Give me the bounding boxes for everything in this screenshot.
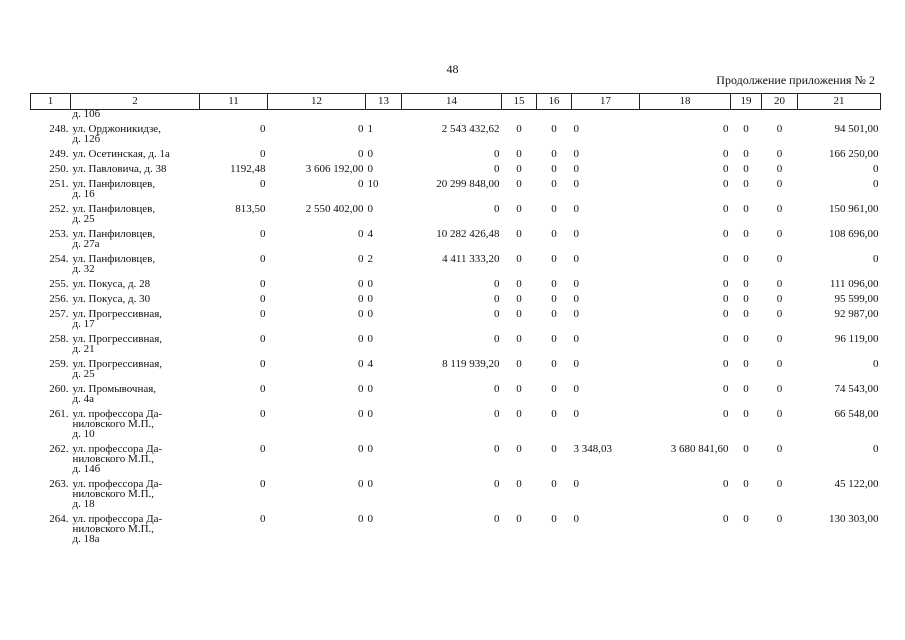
col-13-cell: 0 — [367, 408, 373, 420]
address-cell — [71, 249, 200, 274]
col-13-cell: 0 — [367, 293, 373, 305]
col-11-cell: 0 — [260, 228, 266, 240]
col-17-cell: 0 — [573, 308, 579, 320]
col-header: 19 — [731, 94, 762, 110]
col-19-cell: 0 — [743, 123, 749, 135]
address-line: ул. Прогрессивная, — [72, 333, 163, 345]
col-21-cell: 108 696,00 — [829, 228, 879, 240]
address-line: ул. профессора Да- — [72, 478, 163, 490]
address-line: д. 12б — [72, 133, 101, 145]
address-line: д. 10 — [72, 428, 95, 440]
col-17-cell: 0 — [573, 478, 579, 490]
col-20-cell: 0 — [776, 253, 783, 265]
col-11-cell: 0 — [260, 278, 266, 290]
col-20-cell: 0 — [776, 163, 783, 175]
address-line: д. 18а — [72, 533, 100, 545]
address-cell — [71, 174, 200, 199]
address-line: ул. Покуса, д. 28 — [72, 278, 151, 290]
address-line: ул. Прогрессивная, — [72, 358, 163, 370]
col-12-cell: 3 606 192,00 — [305, 163, 364, 175]
col-17-cell: 0 — [573, 278, 579, 290]
address-line: ул. Прогрессивная, — [72, 308, 163, 320]
col-17-cell: 0 — [573, 228, 579, 240]
continuation-caption: Продолжение приложения № 2 — [716, 73, 875, 87]
col-17-cell: 0 — [573, 293, 579, 305]
col-18-cell: 0 — [723, 478, 729, 490]
col-21-cell: 95 599,00 — [834, 293, 879, 305]
row-number: 258. — [49, 333, 69, 345]
col-19-cell: 0 — [743, 408, 749, 420]
col-20-cell: 0 — [776, 123, 783, 135]
row-number: 252. — [49, 203, 69, 215]
address-cell — [71, 474, 200, 509]
col-15-cell: 0 — [516, 148, 522, 160]
col-header: 13 — [366, 94, 402, 110]
row-number: 260. — [49, 383, 69, 395]
col-21-cell: 92 987,00 — [834, 308, 879, 320]
col-13-cell: 0 — [367, 383, 373, 395]
col-16-cell: 0 — [551, 478, 557, 490]
col-18-cell: 0 — [723, 513, 729, 525]
col-20-cell: 0 — [776, 478, 783, 490]
col-16-cell: 0 — [551, 383, 557, 395]
col-15-cell: 0 — [516, 178, 522, 190]
col-21-cell: 66 548,00 — [834, 408, 879, 420]
col-13-cell: 0 — [367, 308, 373, 320]
col-18-cell: 0 — [723, 123, 729, 135]
address-line: д. 27а — [72, 238, 100, 250]
row-number: 248. — [49, 123, 69, 135]
col-15-cell: 0 — [516, 293, 522, 305]
address-cell — [71, 329, 200, 354]
col-12-cell: 0 — [358, 293, 364, 305]
col-11-cell: 0 — [260, 123, 266, 135]
address-cell — [71, 354, 200, 379]
col-13-cell: 0 — [367, 278, 373, 290]
col-20-cell: 0 — [776, 203, 783, 215]
col-19-cell: 0 — [743, 478, 749, 490]
col-14-cell: 4 411 333,20 — [442, 253, 500, 265]
address-line: д. 17 — [72, 318, 95, 330]
row-number: 251. — [49, 178, 69, 190]
col-header: 12 — [268, 94, 366, 110]
col-12-cell: 0 — [358, 123, 364, 135]
col-15-cell: 0 — [516, 163, 522, 175]
col-18-cell: 0 — [723, 278, 729, 290]
col-20-cell: 0 — [776, 293, 783, 305]
col-13-cell: 4 — [367, 228, 373, 240]
col-16-cell: 0 — [551, 408, 557, 420]
col-16-cell: 0 — [551, 358, 557, 370]
address-line: ул. Павловича, д. 38 — [72, 163, 167, 175]
col-15-cell: 0 — [516, 358, 522, 370]
col-20-cell: 0 — [776, 408, 783, 420]
col-header: 21 — [798, 94, 881, 110]
table-row — [31, 289, 881, 304]
row-number: 256. — [49, 293, 69, 305]
col-19-cell: 0 — [743, 443, 749, 455]
table-row — [31, 509, 881, 544]
address-cell — [71, 119, 200, 144]
col-18-cell: 0 — [723, 253, 729, 265]
col-16-cell: 0 — [551, 148, 557, 160]
col-15-cell: 0 — [516, 228, 522, 240]
col-20-cell: 0 — [776, 358, 783, 370]
col-17-cell: 0 — [573, 178, 579, 190]
col-19-cell: 0 — [743, 333, 749, 345]
table-row — [31, 159, 881, 174]
col-19-cell: 0 — [743, 293, 749, 305]
col-14-cell: 0 — [494, 383, 500, 395]
table-row — [31, 304, 881, 329]
col-21-cell: 45 122,00 — [834, 478, 879, 490]
col-12-cell: 0 — [358, 148, 364, 160]
col-12-cell: 0 — [358, 253, 364, 265]
col-20-cell: 0 — [776, 228, 783, 240]
col-16-cell: 0 — [551, 123, 557, 135]
col-15-cell: 0 — [516, 408, 522, 420]
col-19-cell: 0 — [743, 278, 749, 290]
col-20-cell: 0 — [776, 513, 783, 525]
col-21-cell: 0 — [873, 163, 879, 175]
col-18-cell: 0 — [723, 203, 729, 215]
col-13-cell: 2 — [367, 253, 373, 265]
col-15-cell: 0 — [516, 478, 522, 490]
col-21-cell: 0 — [873, 178, 879, 190]
table-row — [31, 474, 881, 509]
col-11-cell: 0 — [260, 178, 266, 190]
col-15-cell: 0 — [516, 308, 522, 320]
col-13-cell: 4 — [367, 358, 373, 370]
col-21-cell: 111 096,00 — [829, 278, 879, 290]
col-15-cell: 0 — [516, 123, 522, 135]
col-11-cell: 0 — [260, 408, 266, 420]
col-17-cell: 0 — [573, 513, 579, 525]
col-14-cell: 0 — [494, 148, 500, 160]
col-19-cell: 0 — [743, 203, 749, 215]
address-line: д. 16 — [72, 188, 95, 200]
col-15-cell: 0 — [516, 203, 522, 215]
col-14-cell: 0 — [494, 203, 500, 215]
col-15-cell: 0 — [516, 253, 522, 265]
col-13-cell: 0 — [367, 333, 373, 345]
col-16-cell: 0 — [551, 333, 557, 345]
col-18-cell: 0 — [723, 333, 729, 345]
col-17-cell: 0 — [573, 253, 579, 265]
col-17-cell: 0 — [573, 408, 579, 420]
col-12-cell: 0 — [358, 358, 364, 370]
col-14-cell: 8 119 939,20 — [442, 358, 500, 370]
col-13-cell: 1 — [367, 123, 373, 135]
address-line: ул. Панфиловцев, — [72, 203, 156, 215]
col-11-cell: 1192,48 — [230, 163, 266, 175]
col-19-cell: 0 — [743, 163, 749, 175]
table-row — [31, 354, 881, 379]
col-header: 11 — [200, 94, 268, 110]
col-15-cell: 0 — [516, 513, 522, 525]
col-11-cell: 0 — [260, 308, 266, 320]
address-line: д. 4а — [72, 393, 94, 405]
table-row — [31, 379, 881, 404]
table-row — [31, 329, 881, 354]
col-18-cell: 0 — [723, 358, 729, 370]
col-18-cell: 0 — [723, 163, 729, 175]
carry-over-text: д. 10б — [72, 108, 101, 120]
address-cell — [71, 379, 200, 404]
col-11-cell: 0 — [260, 293, 266, 305]
address-line: ул. Панфиловцев, — [72, 253, 156, 265]
address-line: ул. профессора Да- — [72, 443, 163, 455]
col-header: 2 — [71, 94, 200, 110]
col-header: 14 — [402, 94, 502, 110]
table-row — [31, 249, 881, 274]
table-row — [31, 119, 881, 144]
col-11-cell: 0 — [260, 513, 266, 525]
row-number: 262. — [49, 443, 69, 455]
col-21-cell: 0 — [873, 443, 879, 455]
col-19-cell: 0 — [743, 253, 749, 265]
address-line: ул. Осетинская, д. 1а — [72, 148, 170, 160]
col-14-cell: 0 — [494, 278, 500, 290]
col-16-cell: 0 — [551, 228, 557, 240]
col-12-cell: 0 — [358, 408, 364, 420]
row-number: 250. — [49, 163, 69, 175]
col-11-cell: 0 — [260, 478, 266, 490]
col-17-cell: 0 — [573, 123, 579, 135]
col-header: 16 — [537, 94, 572, 110]
col-19-cell: 0 — [743, 358, 749, 370]
col-11-cell: 0 — [260, 358, 266, 370]
address-line: ниловского М.П., — [72, 488, 155, 500]
col-21-cell: 74 543,00 — [834, 383, 879, 395]
col-14-cell: 0 — [494, 513, 500, 525]
col-20-cell: 0 — [776, 278, 783, 290]
address-line: ул. профессора Да- — [72, 513, 163, 525]
col-14-cell: 0 — [494, 408, 500, 420]
col-15-cell: 0 — [516, 443, 522, 455]
carry-over-row — [31, 110, 881, 120]
col-17-cell: 0 — [573, 203, 579, 215]
col-13-cell: 0 — [367, 478, 373, 490]
row-number: 253. — [49, 228, 69, 240]
table-row — [31, 224, 881, 249]
address-cell — [71, 274, 200, 289]
col-21-cell: 130 303,00 — [829, 513, 879, 525]
col-18-cell: 0 — [723, 178, 729, 190]
col-19-cell: 0 — [743, 148, 749, 160]
col-17-cell: 0 — [573, 333, 579, 345]
page-number: 48 — [446, 62, 459, 76]
address-line: ул. Промывочная, — [72, 383, 157, 395]
col-17-cell: 3 348,03 — [573, 443, 612, 455]
col-13-cell: 0 — [367, 163, 373, 175]
col-14-cell: 0 — [494, 443, 500, 455]
col-12-cell: 0 — [358, 333, 364, 345]
row-number: 254. — [49, 253, 69, 265]
col-18-cell: 0 — [723, 383, 729, 395]
col-15-cell: 0 — [516, 278, 522, 290]
col-16-cell: 0 — [551, 293, 557, 305]
col-20-cell: 0 — [776, 383, 783, 395]
col-header: 18 — [640, 94, 731, 110]
col-20-cell: 0 — [776, 333, 783, 345]
col-18-cell: 0 — [723, 293, 729, 305]
col-14-cell: 0 — [494, 163, 500, 175]
table-row — [31, 439, 881, 474]
col-11-cell: 0 — [260, 333, 266, 345]
col-16-cell: 0 — [551, 278, 557, 290]
col-12-cell: 0 — [358, 443, 364, 455]
address-line: д. 25 — [72, 368, 95, 380]
col-14-cell: 0 — [494, 308, 500, 320]
col-20-cell: 0 — [776, 178, 783, 190]
col-18-cell: 0 — [723, 228, 729, 240]
col-11-cell: 0 — [260, 443, 266, 455]
table-row — [31, 144, 881, 159]
col-19-cell: 0 — [743, 308, 749, 320]
col-12-cell: 2 550 402,00 — [305, 203, 364, 215]
col-16-cell: 0 — [551, 513, 557, 525]
col-16-cell: 0 — [551, 253, 557, 265]
col-12-cell: 0 — [358, 228, 364, 240]
col-11-cell: 0 — [260, 148, 266, 160]
address-line: д. 25 — [72, 213, 95, 225]
col-17-cell: 0 — [573, 148, 579, 160]
col-16-cell: 0 — [551, 443, 557, 455]
col-14-cell: 0 — [494, 293, 500, 305]
table-row — [31, 174, 881, 199]
col-12-cell: 0 — [358, 278, 364, 290]
address-cell — [71, 404, 200, 439]
row-number: 261. — [49, 408, 69, 420]
col-21-cell: 0 — [873, 358, 879, 370]
col-14-cell: 0 — [494, 333, 500, 345]
col-14-cell: 20 299 848,00 — [436, 178, 500, 190]
col-14-cell: 2 543 432,62 — [441, 123, 500, 135]
col-11-cell: 0 — [260, 383, 266, 395]
table-row — [31, 274, 881, 289]
col-21-cell: 96 119,00 — [834, 333, 879, 345]
col-14-cell: 10 282 426,48 — [436, 228, 500, 240]
address-line: д. 32 — [72, 263, 95, 275]
address-line: ул. профессора Да- — [72, 408, 163, 420]
col-18-cell: 0 — [723, 308, 729, 320]
col-11-cell: 813,50 — [235, 203, 266, 215]
row-number: 264. — [49, 513, 69, 525]
col-14-cell: 0 — [494, 478, 500, 490]
row-number: 255. — [49, 278, 69, 290]
address-cell — [71, 224, 200, 249]
col-19-cell: 0 — [743, 383, 749, 395]
col-13-cell: 0 — [367, 203, 373, 215]
address-cell — [71, 144, 200, 159]
data-table — [30, 93, 881, 544]
address-line: ниловского М.П., — [72, 523, 155, 535]
col-12-cell: 0 — [358, 178, 364, 190]
address-line: ниловского М.П., — [72, 453, 155, 465]
address-cell — [71, 289, 200, 304]
address-line: ниловского М.П., — [72, 418, 155, 430]
table-row — [31, 404, 881, 439]
col-11-cell: 0 — [260, 253, 266, 265]
row-number: 249. — [49, 148, 69, 160]
address-cell — [71, 304, 200, 329]
col-13-cell: 10 — [367, 178, 379, 190]
address-line: ул. Орджоникидзе, — [72, 123, 161, 135]
row-number: 257. — [49, 308, 69, 320]
address-line: ул. Панфиловцев, — [72, 228, 156, 240]
col-21-cell: 150 961,00 — [829, 203, 879, 215]
col-13-cell: 0 — [367, 513, 373, 525]
address-line: д. 14б — [72, 463, 101, 475]
col-16-cell: 0 — [551, 163, 557, 175]
table-row — [31, 199, 881, 224]
col-12-cell: 0 — [358, 383, 364, 395]
col-header: 1 — [31, 94, 71, 110]
address-line: ул. Покуса, д. 30 — [72, 293, 151, 305]
col-13-cell: 0 — [367, 148, 373, 160]
col-21-cell: 94 501,00 — [834, 123, 879, 135]
address-cell — [71, 159, 200, 174]
col-12-cell: 0 — [358, 308, 364, 320]
header-row — [31, 94, 881, 110]
col-17-cell: 0 — [573, 163, 579, 175]
address-line: ул. Панфиловцев, — [72, 178, 156, 190]
col-13-cell: 0 — [367, 443, 373, 455]
address-cell — [71, 509, 200, 544]
col-17-cell: 0 — [573, 358, 579, 370]
col-20-cell: 0 — [776, 443, 783, 455]
col-18-cell: 3 680 841,60 — [670, 443, 729, 455]
address-line: д. 18 — [72, 498, 95, 510]
col-15-cell: 0 — [516, 383, 522, 395]
row-number: 259. — [49, 358, 69, 370]
col-20-cell: 0 — [776, 148, 783, 160]
col-12-cell: 0 — [358, 513, 364, 525]
address-line: д. 21 — [72, 343, 95, 355]
col-15-cell: 0 — [516, 333, 522, 345]
col-21-cell: 0 — [873, 253, 879, 265]
col-12-cell: 0 — [358, 478, 364, 490]
address-cell — [71, 439, 200, 474]
col-header: 15 — [502, 94, 537, 110]
col-18-cell: 0 — [723, 148, 729, 160]
col-19-cell: 0 — [743, 513, 749, 525]
col-header: 17 — [572, 94, 640, 110]
col-16-cell: 0 — [551, 178, 557, 190]
col-21-cell: 166 250,00 — [829, 148, 879, 160]
col-16-cell: 0 — [551, 203, 557, 215]
col-18-cell: 0 — [723, 408, 729, 420]
col-20-cell: 0 — [776, 308, 783, 320]
col-19-cell: 0 — [743, 178, 749, 190]
address-cell — [71, 199, 200, 224]
col-17-cell: 0 — [573, 383, 579, 395]
col-19-cell: 0 — [743, 228, 749, 240]
row-number: 263. — [49, 478, 69, 490]
col-16-cell: 0 — [551, 308, 557, 320]
col-header: 20 — [762, 94, 798, 110]
